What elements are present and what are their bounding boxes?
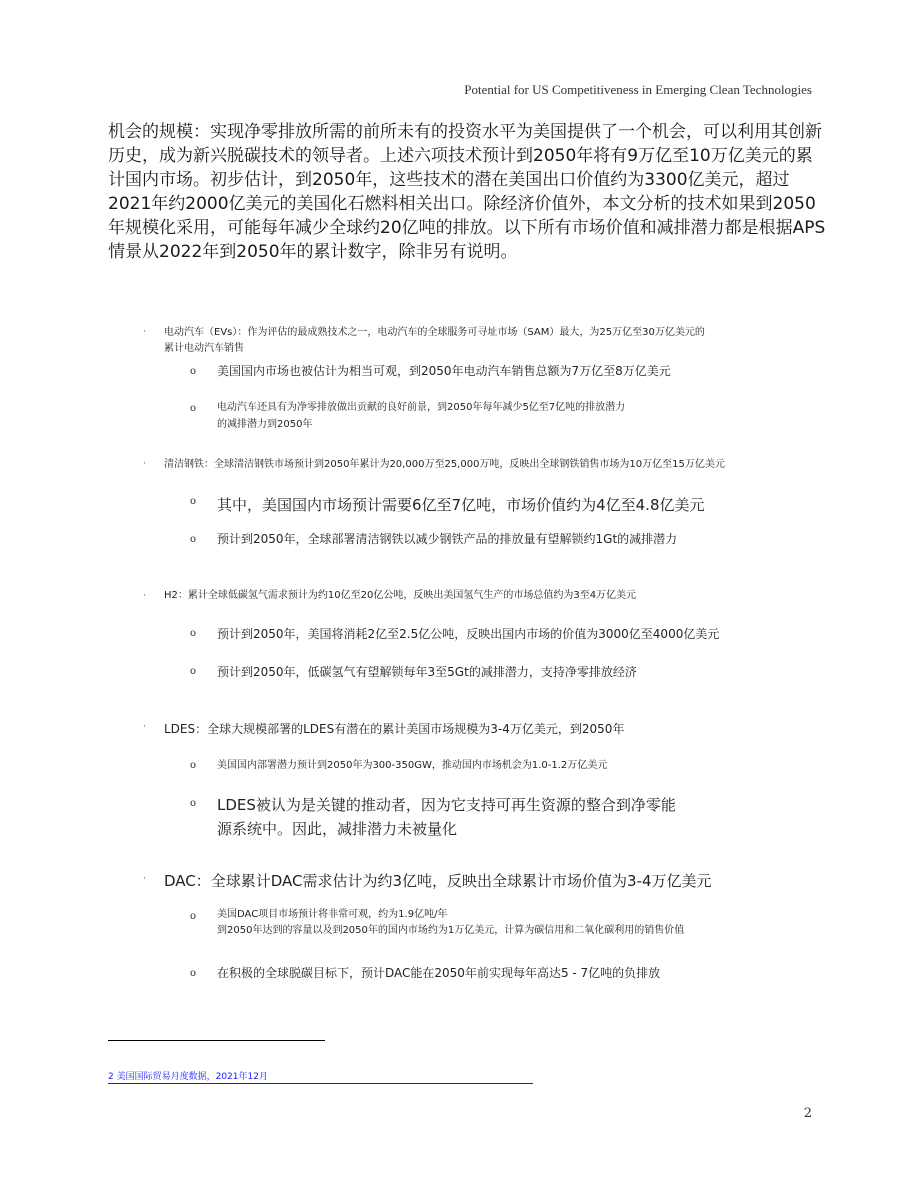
bullet-marker: · — [143, 327, 146, 337]
steel-sub1: 其中，美国国内市场预计需要6亿至7亿吨，市场价值约为4亿至4.8亿美元 — [217, 496, 705, 514]
bullet-marker: · — [143, 591, 146, 601]
h2-line1: H2：累计全球低碳氢气需求预计为约10亿至20亿公吨，反映出美国氢气生产的市场总值约为3至4万亿美元 — [164, 590, 637, 601]
ldes-line1: LDES：全球大规模部署的LDES有潜在的累计美国市场规模为3-4万亿美元，到2050年 — [164, 722, 625, 736]
sub-bullet-marker: o — [190, 403, 197, 414]
ev-sub2-line1: 电动汽车还具有为净零排放做出贡献的良好前景，到2050年每年减少5亿至7亿吨的排放潜力 — [217, 402, 626, 413]
steel-sub2: 预计到2050年，全球部署清洁钢铁以减少钢铁产品的排放量有望解锁约1Gt的减排潜力 — [217, 532, 678, 546]
h2-sub1: 预计到2050年，美国将消耗2亿至2.5亿公吨，反映出国内市场的价值为3000亿至4000亿美元 — [217, 627, 720, 641]
sub-bullet-marker: o — [190, 366, 197, 377]
ev-line2: 累计电动汽车销售 — [164, 343, 244, 354]
h2-sub2: 预计到2050年，低碳氢气有望解锁每年3至5Gt的减排潜力，支持净零排放经济 — [217, 665, 637, 679]
sub-bullet-marker: o — [190, 798, 197, 809]
intro-paragraph: 机会的规模：实现净零排放所需的前所未有的投资水平为美国提供了一个机会，可以利用其创新历史，成为新兴脱碳技术的领导者。上述六项技术预计到2050年将有9万亿至10万亿美元的累计国内市场。初步估计，到2050年，这些技术的潜在美国出口价值约为3300亿美元，超过2021年约2000亿美元的美国化石燃料相关出口。除经济价值外，本文分析的技术如果到2050年规模化采用，可能每年减少全球约20亿吨的排放。以下所有市场价值和减排潜力都是根据APS情景从2022年到2050年的累计数字，除非另有说明。 — [108, 122, 826, 262]
ldes-sub2-line2: 源系统中。因此，减排潜力未被量化 — [217, 820, 458, 838]
running-header: Potential for US Competitiveness in Emerging Clean Technologies — [464, 82, 812, 97]
footnote-link[interactable]: 2 美国国际贸易月度数据，2021年12月 — [108, 1072, 533, 1084]
dac-sub2: 在积极的全球脱碳目标下，预计DAC能在2050年前实现每年高达5 - 7亿吨的负排放 — [217, 966, 661, 980]
footnote-rule — [108, 1040, 325, 1041]
steel-line1: 清洁钢铁：全球清洁钢铁市场预计到2050年累计为20,000万至25,000万吨，反映出全球钢铁销售市场为10万亿至15万亿美元 — [164, 459, 725, 470]
bullet-marker: · — [143, 874, 146, 884]
bullet-marker: · — [143, 459, 146, 469]
ev-sub2-line2: 的减排潜力到2050年 — [217, 419, 313, 430]
sub-bullet-marker: o — [190, 911, 197, 922]
sub-bullet-marker: o — [190, 496, 197, 507]
ev-sub1: 美国国内市场也被估计为相当可观，到2050年电动汽车销售总额为7万亿至8万亿美元 — [217, 364, 671, 378]
ldes-sub2-line1: LDES被认为是关键的推动者，因为它支持可再生资源的整合到净零能 — [217, 796, 676, 814]
dac-sub1-line2: 到2050年达到的容量以及到2050年的国内市场约为1万亿美元，计算为碳信用和二氧化碳利用的销售价值 — [217, 925, 685, 936]
sub-bullet-marker: o — [190, 628, 197, 639]
sub-bullet-marker: o — [190, 760, 197, 771]
dac-line1: DAC：全球累计DAC需求估计为约3亿吨，反映出全球累计市场价值为3-4万亿美元 — [164, 872, 712, 890]
dac-sub1-line1: 美国DAC项目市场预计将非常可观，约为1.9亿吨/年 — [217, 909, 448, 920]
sub-bullet-marker: o — [190, 666, 197, 677]
bullet-marker: · — [143, 722, 146, 732]
sub-bullet-marker: o — [190, 968, 197, 979]
ev-line1: 电动汽车（EVs）：作为评估的最成熟技术之一，电动汽车的全球服务可寻址市场（SAM）最大，为25万亿至30万亿美元的 — [164, 327, 705, 338]
page-number: 2 — [803, 1106, 812, 1121]
ldes-sub1: 美国国内部署潜力预计到2050年为300-350GW，推动国内市场机会为1.0-1.2万亿美元 — [217, 760, 608, 771]
sub-bullet-marker: o — [190, 534, 197, 545]
